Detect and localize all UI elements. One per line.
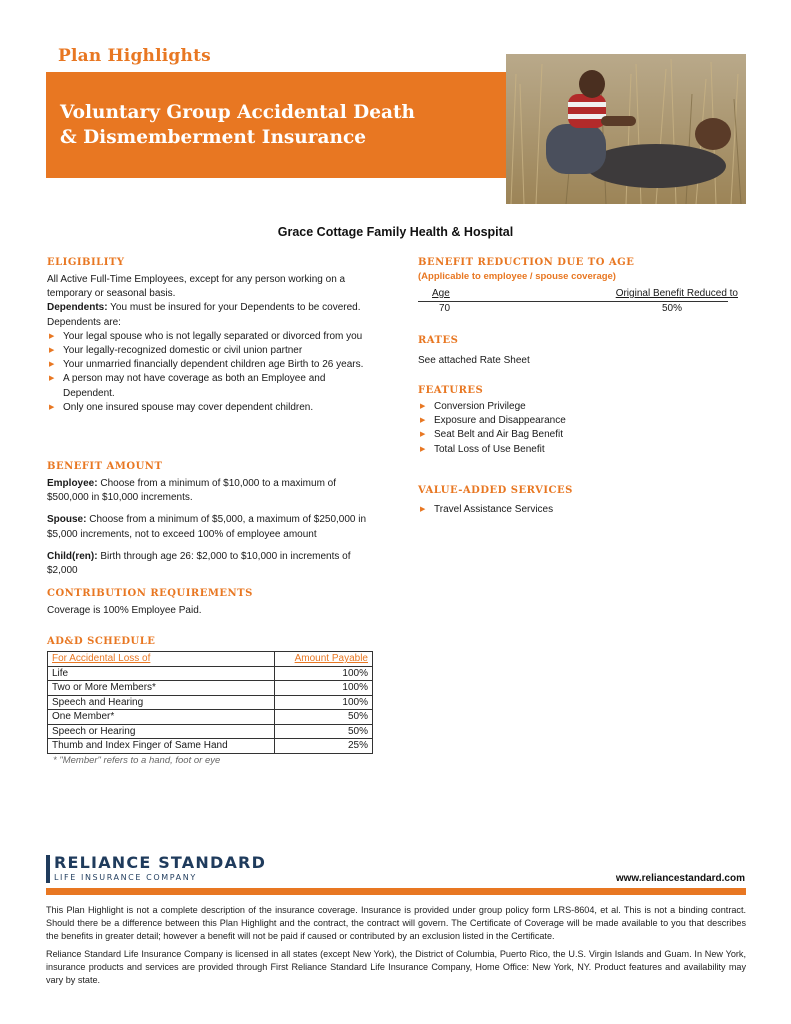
logo-bar	[46, 855, 50, 883]
list-item: ▶ Exposure and Disappearance	[418, 414, 748, 428]
list-item: ▶ Travel Assistance Services	[418, 503, 748, 517]
list-item: ▶ Your legally-recognized domestic or civil union partner	[47, 344, 377, 358]
rates-heading: RATES	[418, 335, 459, 346]
child-label: Child(ren):	[47, 550, 98, 562]
list-item: ▶ Seat Belt and Air Bag Benefit	[418, 428, 748, 442]
dependents-desc: You must be insured for your Dependents to be covered. Dependents are:	[47, 302, 361, 328]
reduction-heading: BENEFIT REDUCTION DUE TO AGE	[418, 257, 635, 268]
employee-label: Employee:	[47, 478, 98, 489]
eligibility-section	[47, 257, 377, 415]
title-line-2: & Dismemberment Insurance	[60, 127, 366, 148]
reduction-section	[418, 257, 748, 318]
employer-name: Grace Cottage Family Health & Hospital	[277, 225, 514, 239]
schedule-table	[47, 651, 373, 754]
logo-subtitle: LIFE INSURANCE COMPANY	[54, 873, 197, 882]
amount-cell: 100%	[275, 666, 373, 681]
value-added-heading: VALUE-ADDED SERVICES	[418, 485, 573, 496]
list-item: ▶ Total Loss of Use Benefit	[418, 443, 748, 457]
list-item: ▶ Conversion Privilege	[418, 400, 748, 414]
child-desc: Birth through age 26: $2,000 to $10,000 in increments of $2,000	[47, 550, 351, 577]
page-title	[60, 100, 500, 150]
loss-cell: Life	[48, 666, 275, 681]
amount-cell: 50%	[275, 724, 373, 739]
dependents-text	[47, 301, 377, 329]
reduction-subheading: (Applicable to employee / spouse coverage)	[418, 271, 616, 282]
member-footnote: * "Member" refers to a hand, foot or eye	[53, 754, 221, 766]
age-header: Age	[432, 288, 450, 299]
employee-desc: Choose from a minimum of $10,000 to a maximum of $500,000 in $10,000 increments.	[47, 478, 337, 504]
amount-cell: 25%	[275, 739, 373, 754]
employee-benefit	[47, 477, 377, 505]
schedule-section	[47, 636, 377, 766]
schedule-heading: AD&D SCHEDULE	[47, 636, 156, 647]
amount-cell: 100%	[275, 681, 373, 696]
amount-cell: 100%	[275, 695, 373, 710]
list-item: ▶ A person may not have coverage as both an Employee and Dependent.	[47, 372, 377, 400]
child-benefit	[47, 550, 377, 578]
reduced-header: Original Benefit Reduced to	[615, 288, 738, 299]
list-item: ▶ Only one insured spouse may cover dependent children.	[47, 401, 377, 415]
rates-section	[418, 335, 748, 368]
family-photo	[506, 54, 746, 204]
contribution-text: Coverage is 100% Employee Paid.	[47, 605, 202, 616]
table-row	[48, 724, 373, 739]
contribution-section	[47, 588, 377, 618]
benefit-amount-heading: BENEFIT AMOUNT	[47, 461, 163, 472]
disclaimer-1: This Plan Highlight is not a complete description of the insurance coverage. Insurance is provided under group policy form LRS-8604, et al. This is not a binding contract. Should there be a difference between this Plan Highlight and the contract, the contract will govern. The Certificate of Coverage will be made available to you that describes the benefits in greater detail; however a benefit will not be paid if caused or contributed by an exclusion listed in the Certificate.	[46, 905, 746, 941]
list-item: ▶ Your unmarried financially dependent children age Birth to 26 years.	[47, 358, 377, 372]
value-added-list	[418, 503, 748, 517]
table-row	[48, 666, 373, 681]
eligibility-text: All Active Full-Time Employees, except for any person working on a temporary or seasonal basis.	[47, 274, 346, 300]
features-list	[418, 400, 748, 457]
dependents-label: Dependents:	[47, 302, 108, 314]
table-header-row	[48, 652, 373, 667]
spouse-desc: Choose from a minimum of $5,000, a maximum of $250,000 in $5,000 increments, not to exceed 100% of employee amount	[47, 514, 367, 540]
age-value: 70	[439, 303, 451, 314]
eligibility-heading: ELIGIBILITY	[47, 257, 125, 268]
table-row	[48, 695, 373, 710]
loss-cell: Speech and Hearing	[48, 695, 275, 710]
footer-divider	[46, 888, 746, 895]
table-row	[48, 739, 373, 754]
benefit-amount-section	[47, 461, 377, 578]
rates-text: See attached Rate Sheet	[418, 355, 530, 366]
loss-cell: Thumb and Index Finger of Same Hand	[48, 739, 275, 754]
logo-name: RELIANCE STANDARD	[54, 853, 267, 872]
amount-cell: 50%	[275, 710, 373, 725]
features-heading: FEATURES	[418, 385, 484, 396]
loss-cell: Speech or Hearing	[48, 724, 275, 739]
title-line-1: Voluntary Group Accidental Death	[60, 102, 415, 123]
reduced-value: 50%	[661, 303, 682, 314]
table-row	[48, 710, 373, 725]
reduction-table	[418, 288, 748, 318]
website-link[interactable]: www.reliancestandard.com	[615, 873, 745, 884]
col-amount-header: Amount Payable	[275, 652, 373, 667]
reduction-divider	[418, 301, 728, 302]
loss-cell: One Member*	[48, 710, 275, 725]
value-added-section	[418, 485, 748, 517]
eligibility-list	[47, 330, 377, 415]
spouse-label: Spouse:	[47, 514, 87, 526]
list-item: ▶ Your legal spouse who is not legally separated or divorced from you	[47, 330, 377, 344]
disclaimer-2: Reliance Standard Life Insurance Company is licensed in all states (except New York), the District of Columbia, Puerto Rico, the U.S. Virgin Islands and Guam. In New York, insurance products and services are provided through First Reliance Standard Life Insurance Company, Home Office: New York, NY. Product features and availability may vary by state.	[46, 949, 746, 985]
loss-cell: Two or More Members*	[48, 681, 275, 696]
contribution-heading: CONTRIBUTION REQUIREMENTS	[47, 588, 253, 599]
plan-highlights-label: Plan Highlights	[58, 46, 211, 66]
features-section	[418, 385, 748, 457]
table-row	[48, 681, 373, 696]
col-loss-header: For Accidental Loss of	[48, 652, 275, 667]
spouse-benefit	[47, 513, 377, 541]
